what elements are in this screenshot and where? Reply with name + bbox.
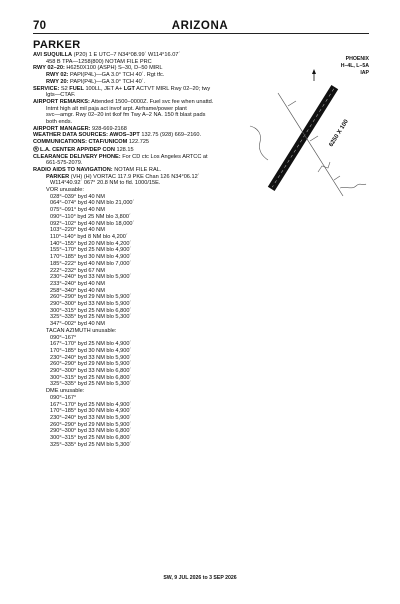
unusable-range-item: 075°–091° byd 40 NM (50, 207, 105, 214)
unusable-range-item: 090°–167° (50, 394, 77, 401)
remarks-cont-line: Intmt high alt mil paja act invof arpt. Airframe/power plant (46, 105, 187, 112)
unusable-range-item: 167°–170° byd 25 NM blo 4,900´ (50, 341, 132, 348)
clearance-cont-line: 661-575-2079. (46, 160, 83, 167)
airport-name: AVI SUQUILLA (33, 52, 73, 58)
circled-r-icon (33, 146, 39, 152)
runway-02-20 (268, 85, 338, 191)
vortac-line: PARKER (VH) (H) VORTAC 117.9 PKE Chan 126 N34°06.12´ (46, 173, 200, 180)
remarks-cont-line: both ends. (46, 119, 73, 126)
unusable-range-item: 110°–140° byd 8 NM blo 4,200´ (50, 233, 128, 240)
unusable-range-item: 064°–074° byd 40 NM blo 21,000´ (50, 200, 135, 207)
airport-diagram (248, 68, 368, 210)
clearance-delivery-line: CLEARANCE DELIVERY PHONE: For CD ctc Los Angeles ARTCC at (33, 153, 208, 160)
unusable-range-item: 230°–240° byd 33 NM blo 5,900´ (50, 414, 132, 421)
unusable-range-item: 290°–300° byd 33 NM blo 6,800´ (50, 428, 132, 435)
procedures-label: IAP (360, 70, 369, 76)
unusable-range-item: 103°–220° byd 40 NM (50, 227, 105, 234)
terrain-line (250, 126, 268, 160)
unusable-range-item: 260°–290° byd 29 NM blo 5,900´ (50, 294, 132, 301)
terrain-line (318, 162, 330, 172)
unusable-range-item: 230°–240° byd 33 NM blo 5,900´ (50, 274, 132, 281)
unusable-range-item: 230°–240° byd 33 NM blo 5,900´ (50, 354, 132, 361)
runway-20-line: RWY 20: PAPI(P4L)—GA 3.0° TCH 40´. (46, 78, 146, 85)
unusable-range-item: 155°–170° byd 25 NM blo 4,900´ (50, 247, 132, 254)
airport-entry (33, 52, 243, 448)
unusable-range-item: 260°–290° byd 29 NM blo 5,900´ (50, 361, 132, 368)
unusable-range-item: 290°–300° byd 33 NM blo 5,900´ (50, 301, 132, 308)
unusable-range-item: 140°–155° byd 20 NM blo 4,200´ (50, 240, 132, 247)
airport-elevation-line: 458 B TPA—1258(800) NOTAM FILE PRC (46, 58, 152, 65)
unusable-range-item: 325°–335° byd 25 NM blo 5,300´ (50, 441, 132, 448)
dme-unusable-heading: DME unusable: (46, 388, 85, 395)
north-arrow-icon (312, 69, 316, 81)
state-title: ARIZONA (171, 20, 229, 32)
unusable-range-item: 028°–039° byd 40 NM (50, 193, 105, 200)
weather-data-line: WEATHER DATA SOURCES: AWOS–3PT 132.75 (928) 669–2160. (33, 132, 202, 139)
unusable-range-item: 222°–232° byd 67 NM (50, 267, 105, 274)
runway-02-line: RWY 02: PAPI(P4L)—GA 3.0° TCH 40´. Rgt tfc. (46, 72, 165, 79)
page-number: 70 (33, 20, 47, 32)
unusable-range-item: 325°–335° byd 25 NM blo 5,300´ (50, 314, 132, 321)
effective-dates-footer: SW, 9 JUL 2026 to 3 SEP 2026 (163, 575, 237, 581)
tacan-unusable-heading: TACAN AZIMUTH unusable: (46, 327, 117, 334)
taxiway-connector (334, 176, 340, 180)
la-center-line: R L.A. CENTER APP/DEP CON 128.15 (34, 146, 134, 153)
runway-line: RWY 02–20: H6250X100 (ASPH) S–30, D–50 MIRL (33, 65, 163, 72)
unusable-range-item: 300°–315° byd 25 NM blo 6,800´ (50, 374, 132, 381)
unusable-range-item: 092°–102° byd 40 NM blo 18,000´ (50, 220, 135, 227)
unusable-range-item: 167°–170° byd 25 NM blo 4,900´ (50, 401, 132, 408)
unusable-range-item: 185°–222° byd 40 NM blo 7,000´ (50, 260, 132, 267)
runway-dimensions-label: 6250 X 100 (328, 118, 350, 149)
radio-aids-line: RADIO AIDS TO NAVIGATION: NOTAM FILE RAL. (33, 166, 162, 173)
unusable-range-item: 260°–290° byd 29 NM blo 5,900´ (50, 421, 132, 428)
unusable-range-item: 090°–110° byd 25 NM blo 3,800´ (50, 213, 131, 220)
airport-manager-line: AIRPORT MANAGER: 928-669-2168 (33, 125, 127, 132)
unusable-range-item: 258°–340° byd 40 NM (50, 287, 105, 294)
unusable-range-item: 290°–300° byd 33 NM blo 6,800´ (50, 368, 132, 375)
taxiway-connector (288, 101, 296, 106)
unusable-range-item: 233°–240° byd 40 NM (50, 280, 105, 287)
sectional-chart-label: PHOENIX (345, 56, 369, 62)
service-line: SERVICE: S2 FUEL 100LL, JET A+ LGT ACTVT MIRL Rwy 02–20; twy (33, 85, 211, 92)
svg-text:R: R (34, 146, 38, 152)
terrain-line (340, 184, 366, 188)
unusable-range-item: 170°–185° byd 30 NM blo 4,900´ (50, 408, 132, 415)
airport-remarks-line: AIRPORT REMARKS: Attended 1500–0000Z. Fuel svc fee when unattd. (33, 98, 214, 105)
unusable-range-item: 325°–335° byd 25 NM blo 5,300´ (50, 381, 132, 388)
unusable-range-item: 170°–185° byd 30 NM blo 4,900´ (50, 254, 132, 261)
header-rule (33, 33, 369, 34)
dme-unusable-list (33, 395, 243, 449)
service-cont-line: lgts—CTAF. (46, 92, 76, 99)
vor-unusable-heading: VOR unusable: (46, 187, 84, 194)
vortac-coords-line: W114°40.92´ 067° 20.8 NM to fld. 1000/15E. (50, 180, 161, 187)
unusable-range-item: 300°–315° byd 25 NM blo 6,800´ (50, 435, 132, 442)
enroute-chart-label: H–4L, L–5A (340, 63, 369, 69)
communications-line: COMMUNICATIONS: CTAF/UNICOM 122.725 (33, 139, 150, 146)
remarks-cont-line: svc—amgr. Rwy 02–20 int tkof fm Twy A–2 NA. 150 ft blast pads (46, 112, 206, 119)
unusable-range-item: 090°–167° (50, 334, 77, 341)
taxiway-connector (310, 136, 318, 141)
vor-unusable-list (33, 194, 243, 328)
tacan-unusable-list (33, 335, 243, 389)
unusable-range-item: 347°–002° byd 40 NM (50, 321, 105, 328)
city-heading: PARKER (33, 39, 81, 51)
unusable-range-item: 170°–185° byd 30 NM blo 4,900´ (50, 347, 132, 354)
airport-id-line: AVI SUQUILLA (P20) 1 E UTC–7 N34°08.99´ W114°16.07´ (33, 52, 181, 58)
unusable-range-item: 300°–315° byd 25 NM blo 6,800´ (50, 307, 132, 314)
